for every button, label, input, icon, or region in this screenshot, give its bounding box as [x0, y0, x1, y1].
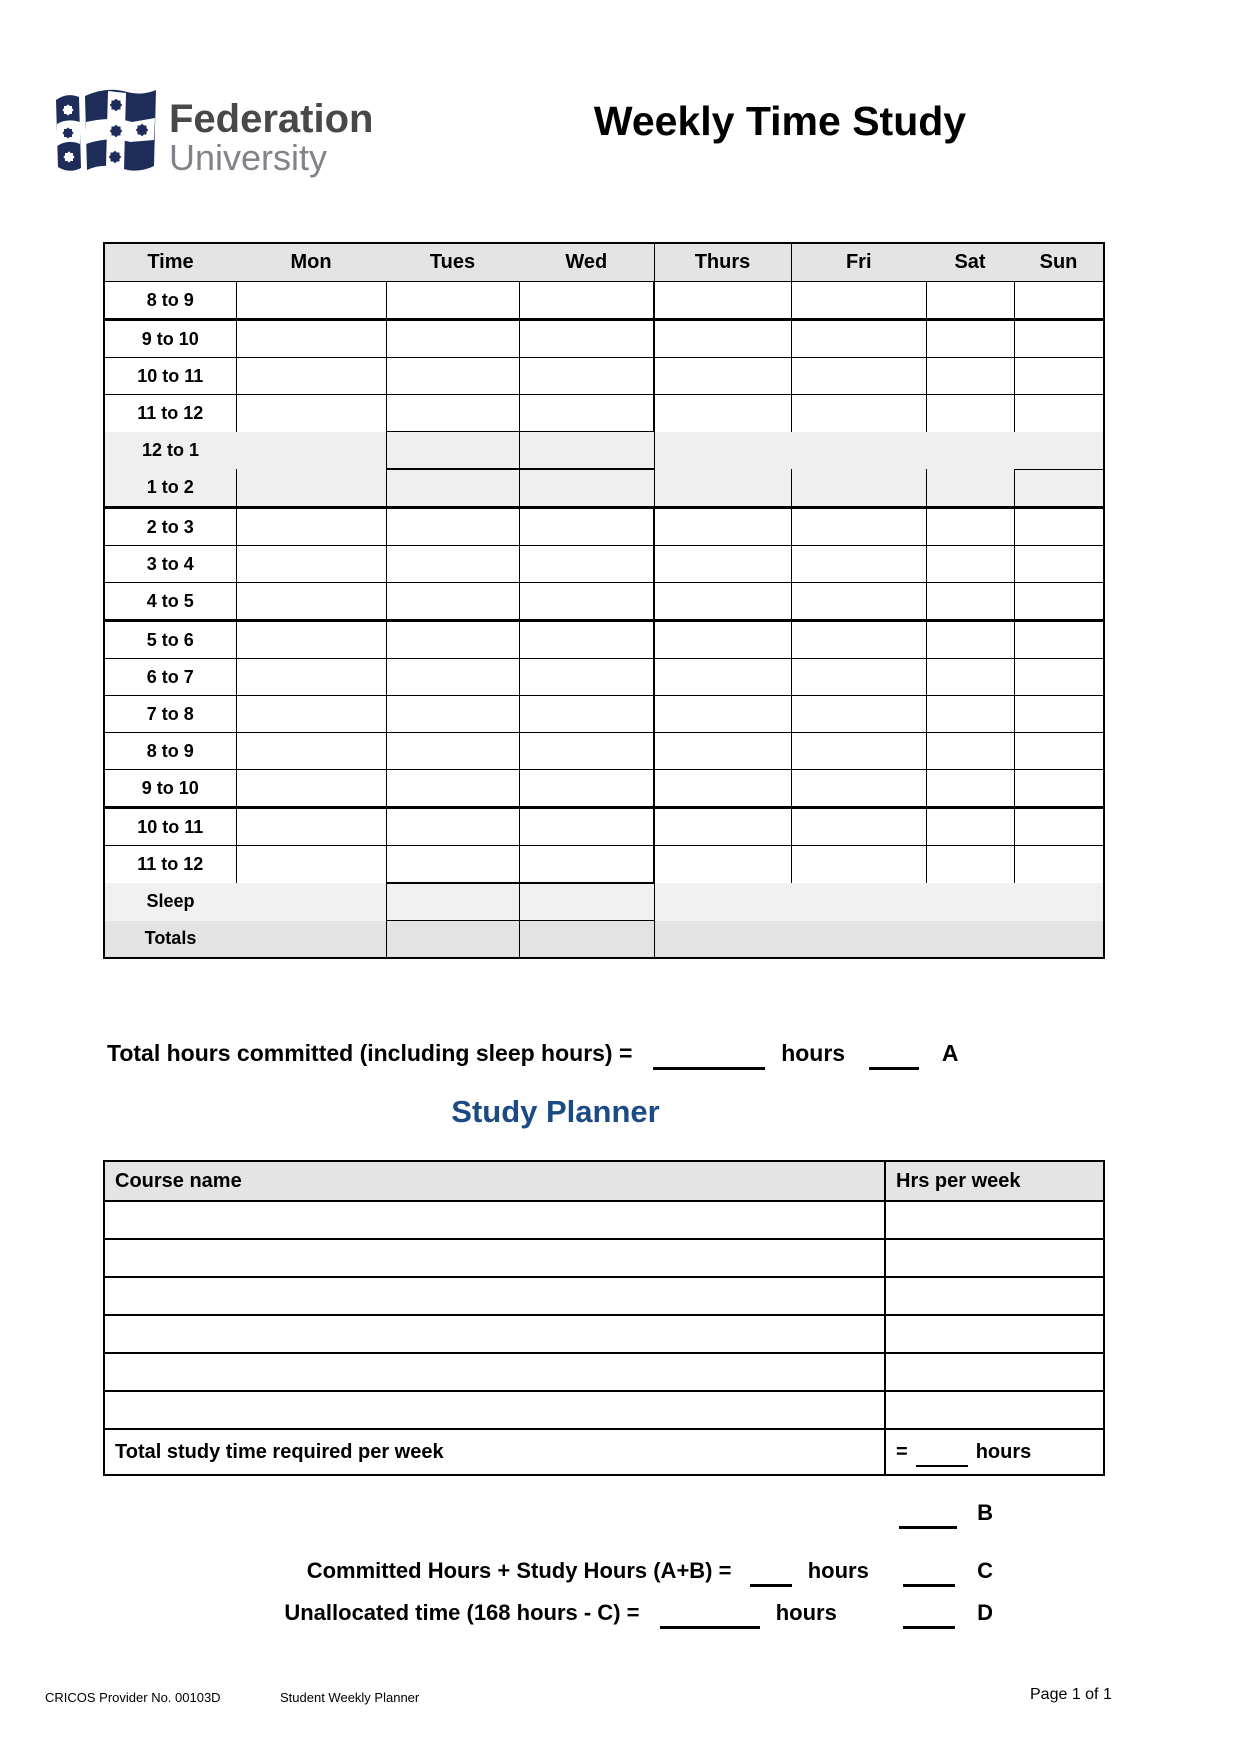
time-slot-cell[interactable]	[519, 621, 654, 659]
time-slot-cell[interactable]	[386, 546, 519, 583]
total-committed-label: Total hours committed (including sleep hours) =	[107, 1040, 633, 1066]
time-slot-cell[interactable]	[386, 320, 519, 358]
total-study-row	[104, 1429, 1104, 1475]
fill-in-blank[interactable]	[903, 1604, 955, 1629]
federation-university-logo	[52, 84, 412, 188]
course-name-cell[interactable]	[104, 1315, 885, 1353]
table-row	[104, 921, 1104, 959]
course-name-cell[interactable]	[104, 1277, 885, 1315]
course-row	[104, 1239, 1104, 1277]
time-slot-cell[interactable]	[236, 883, 386, 921]
table-row	[104, 696, 1104, 733]
time-row-label: 1 to 2	[104, 469, 236, 508]
course-hours-cell[interactable]	[885, 1201, 1104, 1239]
time-slot-cell[interactable]	[386, 282, 519, 320]
time-slot-cell[interactable]	[1014, 770, 1104, 808]
time-row-label: 7 to 8	[104, 696, 236, 733]
time-slot-cell[interactable]	[386, 808, 519, 846]
course-row	[104, 1201, 1104, 1239]
footer-cricos: CRICOS Provider No. 00103D	[45, 1690, 221, 1705]
time-row-label: 6 to 7	[104, 659, 236, 696]
time-row-label: 11 to 12	[104, 395, 236, 432]
time-row-label: 10 to 11	[104, 808, 236, 846]
fill-in-blank[interactable]	[750, 1562, 792, 1587]
time-slot-cell[interactable]	[386, 469, 519, 508]
hours-label: hours	[781, 1040, 846, 1066]
fill-in-blank[interactable]	[916, 1445, 968, 1467]
course-hours-cell[interactable]	[885, 1353, 1104, 1391]
time-row-label: 4 to 5	[104, 583, 236, 621]
time-slot-cell[interactable]	[1014, 733, 1104, 770]
time-slot-cell[interactable]	[236, 395, 386, 432]
time-slot-cell[interactable]	[654, 282, 791, 320]
time-slot-cell[interactable]	[926, 358, 1014, 395]
time-slot-cell[interactable]	[1014, 659, 1104, 696]
time-slot-cell[interactable]	[519, 770, 654, 808]
equals-sign: =	[896, 1440, 908, 1463]
course-table-header-row	[104, 1161, 1104, 1201]
time-slot-cell[interactable]	[236, 659, 386, 696]
time-slot-cell[interactable]	[236, 546, 386, 583]
time-slot-cell[interactable]	[926, 546, 1014, 583]
time-slot-cell[interactable]	[791, 395, 926, 432]
hours-label: hours	[975, 1440, 1032, 1463]
time-slot-cell[interactable]	[791, 358, 926, 395]
time-slot-cell[interactable]	[1014, 282, 1104, 320]
column-header: Time	[104, 243, 236, 282]
column-header: Tues	[386, 243, 519, 282]
time-row-label: 11 to 12	[104, 846, 236, 884]
column-header: Sat	[926, 243, 1014, 282]
time-slot-cell[interactable]	[519, 921, 654, 959]
time-slot-cell[interactable]	[1014, 320, 1104, 358]
column-header: Fri	[791, 243, 926, 282]
hours-label: hours	[775, 1600, 837, 1625]
time-slot-cell[interactable]	[386, 696, 519, 733]
time-slot-cell[interactable]	[926, 320, 1014, 358]
committed-study-label: Committed Hours + Study Hours (A+B) =	[306, 1558, 732, 1583]
time-slot-cell[interactable]	[926, 883, 1014, 921]
time-slot-cell[interactable]	[386, 432, 519, 470]
course-name-cell[interactable]	[104, 1353, 885, 1391]
time-slot-cell[interactable]	[791, 432, 926, 470]
logo-text-university: University	[169, 137, 328, 178]
time-slot-cell[interactable]	[1014, 921, 1104, 959]
summary-line-d	[103, 1600, 993, 1626]
time-slot-cell[interactable]	[1014, 432, 1104, 470]
time-slot-cell[interactable]	[1014, 883, 1104, 921]
course-hours-cell[interactable]	[885, 1239, 1104, 1277]
time-slot-cell[interactable]	[519, 358, 654, 395]
column-header: Wed	[519, 243, 654, 282]
time-row-label: 8 to 9	[104, 282, 236, 320]
time-row-label: 3 to 4	[104, 546, 236, 583]
time-slot-cell[interactable]	[519, 282, 654, 320]
course-name-cell[interactable]	[104, 1239, 885, 1277]
time-slot-cell[interactable]	[926, 733, 1014, 770]
time-slot-cell[interactable]	[519, 659, 654, 696]
time-slot-cell[interactable]	[791, 846, 926, 884]
summary-line-c	[103, 1558, 993, 1584]
hours-label: hours	[807, 1558, 869, 1583]
fill-in-blank[interactable]	[660, 1604, 760, 1629]
time-row-label: 8 to 9	[104, 733, 236, 770]
time-slot-cell[interactable]	[654, 733, 791, 770]
fill-in-blank[interactable]	[903, 1562, 955, 1587]
time-slot-cell[interactable]	[926, 508, 1014, 546]
time-slot-cell[interactable]	[654, 469, 791, 508]
course-row	[104, 1315, 1104, 1353]
table-row	[104, 432, 1104, 470]
time-slot-cell[interactable]	[926, 621, 1014, 659]
time-slot-cell[interactable]	[926, 696, 1014, 733]
table-row	[104, 733, 1104, 770]
time-slot-cell[interactable]	[236, 808, 386, 846]
time-row-label: Sleep	[104, 883, 236, 921]
time-slot-cell[interactable]	[926, 770, 1014, 808]
time-slot-cell[interactable]	[236, 320, 386, 358]
time-slot-cell[interactable]	[1014, 395, 1104, 432]
fill-in-blank[interactable]	[653, 1044, 765, 1070]
time-slot-cell[interactable]	[926, 395, 1014, 432]
ref-letter-c: C	[977, 1558, 993, 1583]
total-study-value	[885, 1429, 1104, 1475]
table-row	[104, 621, 1104, 659]
footer-doc-name: Student Weekly Planner	[280, 1690, 420, 1705]
ref-letter-d: D	[977, 1600, 993, 1625]
time-slot-cell[interactable]	[791, 696, 926, 733]
page-title: Weekly Time Study	[593, 98, 967, 144]
time-slot-cell[interactable]	[236, 469, 386, 508]
table-row	[104, 808, 1104, 846]
time-slot-cell[interactable]	[654, 583, 791, 621]
course-hours-cell[interactable]	[885, 1391, 1104, 1429]
table-row	[104, 282, 1104, 320]
time-slot-cell[interactable]	[236, 583, 386, 621]
time-slot-cell[interactable]	[791, 583, 926, 621]
table-row	[104, 358, 1104, 395]
time-row-label: 9 to 10	[104, 770, 236, 808]
time-slot-cell[interactable]	[386, 358, 519, 395]
time-slot-cell[interactable]	[1014, 846, 1104, 884]
time-slot-cell[interactable]	[791, 282, 926, 320]
time-slot-cell[interactable]	[386, 621, 519, 659]
time-slot-cell[interactable]	[1014, 808, 1104, 846]
time-slot-cell[interactable]	[519, 469, 654, 508]
time-slot-cell[interactable]	[791, 659, 926, 696]
ref-letter-b: B	[977, 1500, 993, 1525]
table-header-row	[104, 243, 1104, 282]
course-header-name: Course name	[104, 1161, 885, 1201]
total-committed-line	[107, 1040, 1107, 1067]
time-slot-cell[interactable]	[236, 921, 386, 959]
time-slot-cell[interactable]	[236, 733, 386, 770]
time-slot-cell[interactable]	[1014, 546, 1104, 583]
time-slot-cell[interactable]	[791, 808, 926, 846]
table-row	[104, 395, 1104, 432]
time-slot-cell[interactable]	[236, 621, 386, 659]
time-slot-cell[interactable]	[654, 546, 791, 583]
course-table	[103, 1160, 1105, 1476]
total-study-label: Total study time required per week	[104, 1429, 885, 1475]
table-row	[104, 883, 1104, 921]
unallocated-label: Unallocated time (168 hours - C) =	[284, 1600, 640, 1625]
time-slot-cell[interactable]	[791, 546, 926, 583]
time-slot-cell[interactable]	[654, 432, 791, 470]
course-header-hours: Hrs per week	[885, 1161, 1104, 1201]
time-slot-cell[interactable]	[791, 508, 926, 546]
time-slot-cell[interactable]	[654, 883, 791, 921]
table-row	[104, 846, 1104, 884]
time-slot-cell[interactable]	[1014, 621, 1104, 659]
time-slot-cell[interactable]	[791, 883, 926, 921]
time-slot-cell[interactable]	[236, 358, 386, 395]
time-slot-cell[interactable]	[386, 846, 519, 884]
time-slot-cell[interactable]	[654, 808, 791, 846]
time-row-label: 2 to 3	[104, 508, 236, 546]
table-row	[104, 546, 1104, 583]
time-row-label: 9 to 10	[104, 320, 236, 358]
time-slot-cell[interactable]	[654, 770, 791, 808]
table-row	[104, 508, 1104, 546]
time-slot-cell[interactable]	[236, 432, 386, 470]
time-study-table	[103, 242, 1105, 959]
column-header: Thurs	[654, 243, 791, 282]
time-slot-cell[interactable]	[791, 921, 926, 959]
time-slot-cell[interactable]	[386, 883, 519, 921]
time-slot-cell[interactable]	[519, 846, 654, 884]
course-hours-cell[interactable]	[885, 1277, 1104, 1315]
time-slot-cell[interactable]	[926, 808, 1014, 846]
time-slot-cell[interactable]	[1014, 508, 1104, 546]
time-row-label: 5 to 6	[104, 621, 236, 659]
footer-page-number: Page 1 of 1	[1030, 1686, 1112, 1703]
time-slot-cell[interactable]	[236, 770, 386, 808]
study-planner-heading: Study Planner	[451, 1094, 660, 1129]
time-slot-cell[interactable]	[654, 621, 791, 659]
time-slot-cell[interactable]	[791, 770, 926, 808]
time-slot-cell[interactable]	[519, 883, 654, 921]
time-slot-cell[interactable]	[654, 659, 791, 696]
course-name-cell[interactable]	[104, 1201, 885, 1239]
time-slot-cell[interactable]	[519, 808, 654, 846]
time-slot-cell[interactable]	[791, 621, 926, 659]
time-slot-cell[interactable]	[519, 395, 654, 432]
table-row	[104, 659, 1104, 696]
time-slot-cell[interactable]	[236, 282, 386, 320]
time-slot-cell[interactable]	[926, 921, 1014, 959]
course-row	[104, 1277, 1104, 1315]
flag-icon	[56, 90, 156, 171]
time-slot-cell[interactable]	[1014, 696, 1104, 733]
time-slot-cell[interactable]	[1014, 358, 1104, 395]
time-slot-cell[interactable]	[386, 583, 519, 621]
fill-in-blank[interactable]	[869, 1044, 919, 1070]
ref-letter-a: A	[941, 1040, 959, 1066]
time-slot-cell[interactable]	[791, 469, 926, 508]
column-header: Mon	[236, 243, 386, 282]
time-slot-cell[interactable]	[654, 921, 791, 959]
course-row	[104, 1353, 1104, 1391]
time-slot-cell[interactable]	[654, 320, 791, 358]
table-row	[104, 320, 1104, 358]
course-name-cell[interactable]	[104, 1391, 885, 1429]
course-row	[104, 1391, 1104, 1429]
time-slot-cell[interactable]	[236, 846, 386, 884]
time-slot-cell[interactable]	[519, 696, 654, 733]
time-slot-cell[interactable]	[654, 358, 791, 395]
time-slot-cell[interactable]	[386, 733, 519, 770]
time-slot-cell[interactable]	[519, 508, 654, 546]
time-row-label: Totals	[104, 921, 236, 959]
time-slot-cell[interactable]	[386, 395, 519, 432]
time-slot-cell[interactable]	[926, 282, 1014, 320]
time-slot-cell[interactable]	[926, 432, 1014, 470]
time-slot-cell[interactable]	[1014, 469, 1104, 508]
time-slot-cell[interactable]	[926, 583, 1014, 621]
time-slot-cell[interactable]	[386, 770, 519, 808]
time-slot-cell[interactable]	[926, 846, 1014, 884]
table-row	[104, 770, 1104, 808]
time-slot-cell[interactable]	[926, 659, 1014, 696]
time-row-label: 10 to 11	[104, 358, 236, 395]
course-hours-cell[interactable]	[885, 1315, 1104, 1353]
time-row-label: 12 to 1	[104, 432, 236, 470]
time-slot-cell[interactable]	[654, 508, 791, 546]
table-row	[104, 583, 1104, 621]
time-slot-cell[interactable]	[519, 733, 654, 770]
time-slot-cell[interactable]	[791, 733, 926, 770]
time-slot-cell[interactable]	[236, 696, 386, 733]
time-slot-cell[interactable]	[791, 320, 926, 358]
time-slot-cell[interactable]	[519, 432, 654, 470]
time-slot-cell[interactable]	[519, 546, 654, 583]
table-row	[104, 469, 1104, 508]
column-header: Sun	[1014, 243, 1104, 282]
time-slot-cell[interactable]	[386, 659, 519, 696]
time-slot-cell[interactable]	[236, 508, 386, 546]
time-slot-cell[interactable]	[386, 508, 519, 546]
time-slot-cell[interactable]	[654, 395, 791, 432]
fill-in-blank[interactable]	[899, 1504, 957, 1529]
summary-line-b	[103, 1500, 993, 1526]
logo-text-federation: Federation	[169, 97, 374, 141]
time-slot-cell[interactable]	[519, 320, 654, 358]
time-slot-cell[interactable]	[1014, 583, 1104, 621]
time-slot-cell[interactable]	[654, 696, 791, 733]
time-slot-cell[interactable]	[926, 469, 1014, 508]
time-slot-cell[interactable]	[519, 583, 654, 621]
footer	[0, 1686, 1240, 1716]
time-slot-cell[interactable]	[386, 921, 519, 959]
time-slot-cell[interactable]	[654, 846, 791, 884]
